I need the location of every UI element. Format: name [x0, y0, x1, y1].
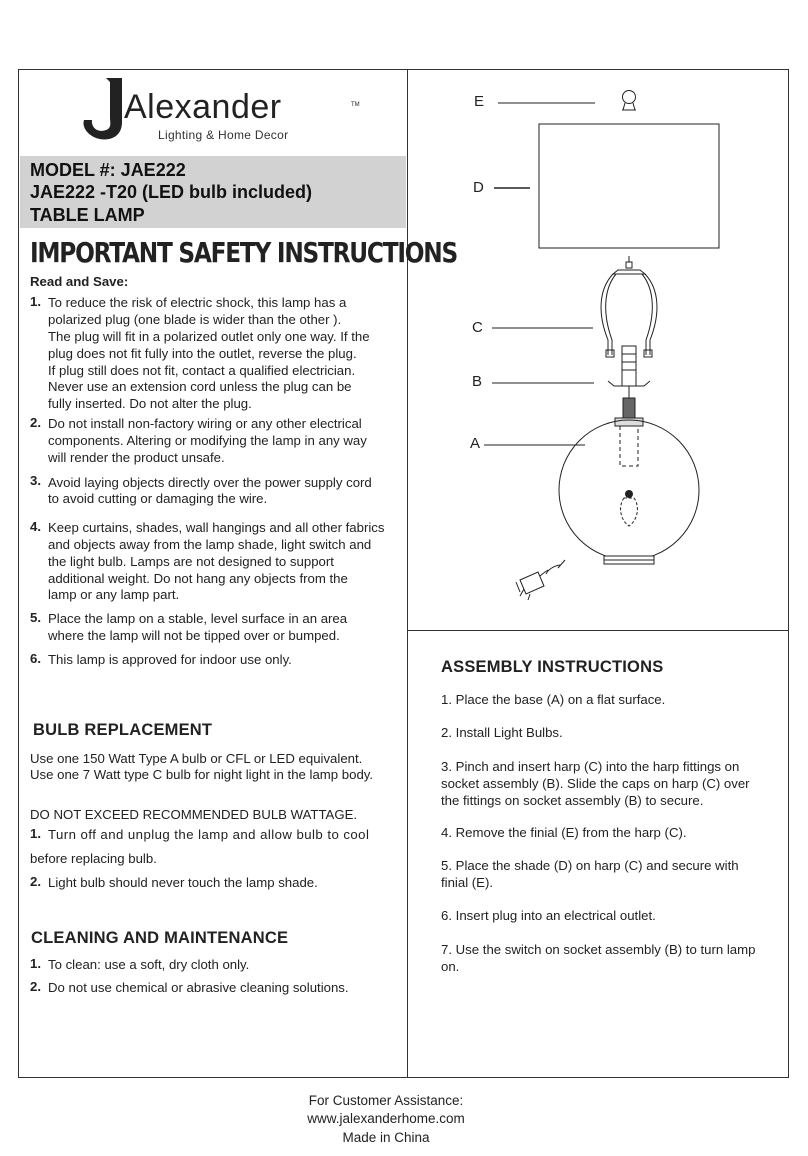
safety-item-line: and objects away from the lamp shade, light switch and — [48, 537, 372, 552]
bulb-step-number: 1. — [30, 826, 41, 841]
assembly-step: 6. Insert plug into an electrical outlet. — [441, 908, 656, 923]
cleaning-step: Do not use chemical or abrasive cleaning solutions. — [48, 980, 349, 995]
assembly-step: 4. Remove the finial (E) from the harp (C). — [441, 825, 687, 840]
assembly-step: 1. Place the base (A) on a flat surface. — [441, 692, 666, 707]
safety-item-line: Avoid laying objects directly over the power supply cord — [48, 475, 372, 490]
base-icon — [559, 420, 699, 564]
safety-item-line: will render the product unsafe. — [48, 450, 225, 465]
label-e: E — [474, 93, 485, 110]
safety-item-line: This lamp is approved for indoor use only. — [48, 652, 292, 667]
safety-item-line: fully inserted. Do not alter the plug. — [48, 396, 252, 411]
safety-item-line: lamp or any lamp part. — [48, 587, 180, 602]
safety-item-line: If plug still does not fit, contact a qualified electrician. — [48, 363, 356, 378]
footer-website[interactable]: www.jalexanderhome.com — [307, 1111, 465, 1126]
safety-item-line: components. Altering or modifying the lamp in any way — [48, 433, 367, 448]
assembly-title: ASSEMBLY INSTRUCTIONS — [441, 658, 664, 676]
footer-origin: Made in China — [342, 1130, 430, 1145]
safety-item-number: 6. — [30, 651, 41, 666]
safety-item-line: to avoid cutting or damaging the wire. — [48, 491, 268, 506]
label-a: A — [470, 435, 481, 452]
assembly-step: 3. Pinch and insert harp (C) into the harp fittings on — [441, 759, 740, 774]
bulb-line: Use one 7 Watt type C bulb for night light in the lamp body. — [30, 767, 374, 782]
safety-item-line: The plug will fit in a polarized outlet only one way. If the — [48, 329, 370, 344]
brand-logo — [78, 76, 378, 146]
logo-j-icon — [84, 78, 123, 139]
cleaning-step-number: 1. — [30, 956, 41, 971]
safety-subtitle: Read and Save: — [30, 274, 129, 289]
shade-icon — [539, 124, 719, 248]
model-variant: JAE222 -T20 (LED bulb included) — [30, 182, 313, 202]
assembly-step: the fittings on socket assembly (B) to secure. — [441, 793, 704, 808]
safety-item-line: Keep curtains, shades, wall hangings and all other fabrics — [48, 520, 385, 535]
safety-item-line: Do not install non-factory wiring or any other electrical — [48, 416, 362, 431]
bulb-step-number: 2. — [30, 874, 41, 889]
safety-item-line: the light bulb. Lamps are not designed to support — [48, 554, 334, 569]
lamp-diagram — [408, 70, 788, 630]
footer-assistance: For Customer Assistance: — [308, 1093, 464, 1108]
safety-item-line: plug does not fit fully into the outlet, reverse the plug. — [48, 346, 357, 361]
safety-title: IMPORTANT SAFETY INSTRUCTIONS — [30, 236, 457, 269]
label-b: B — [472, 373, 483, 390]
safety-item-number: 5. — [30, 610, 41, 625]
diagram-divider — [407, 630, 789, 631]
safety-item-number: 3. — [30, 473, 41, 488]
safety-item-line: Place the lamp on a stable, level surface in an area — [48, 611, 348, 626]
cleaning-title: CLEANING AND MAINTENANCE — [31, 929, 289, 947]
safety-item-line: additional weight. Do not hang any objects from the — [48, 571, 348, 586]
assembly-step: finial (E). — [441, 875, 494, 890]
brand-tagline: Lighting & Home Decor — [158, 128, 289, 142]
safety-item-line: where the lamp will not be tipped over or bumped. — [48, 628, 340, 643]
assembly-step: 7. Use the switch on socket assembly (B) to turn lamp — [441, 942, 756, 957]
logo-graphic — [78, 76, 378, 146]
cleaning-step-number: 2. — [30, 979, 41, 994]
bulb-step-line: before replacing bulb. — [30, 851, 157, 866]
model-number: MODEL #: JAE222 — [30, 160, 186, 180]
harp-icon — [601, 256, 657, 357]
safety-item-number: 4. — [30, 519, 41, 534]
finial-icon — [622, 91, 636, 111]
brand-tm: TM — [351, 102, 360, 108]
safety-item-line: polarized plug (one blade is wider than the other ). — [48, 312, 342, 327]
product-type: TABLE LAMP — [30, 205, 145, 225]
lamp-illustration — [408, 70, 788, 630]
cord-plug-icon — [516, 560, 565, 600]
bulb-step-line: Turn off and unplug the lamp and allow bulb to cool — [48, 827, 370, 842]
safety-item-number: 1. — [30, 294, 41, 309]
bulb-line: Use one 150 Watt Type A bulb or CFL or LED equivalent. — [30, 751, 363, 766]
safety-item-number: 2. — [30, 415, 41, 430]
assembly-step: on. — [441, 959, 460, 974]
neck-icon — [615, 398, 643, 466]
safety-item-line: Never use an extension cord unless the plug can be — [48, 379, 352, 394]
label-d: D — [473, 179, 484, 196]
cleaning-step: To clean: use a soft, dry cloth only. — [48, 957, 250, 972]
bulb-title: BULB REPLACEMENT — [33, 721, 213, 739]
label-c: C — [472, 319, 483, 336]
assembly-step: 5. Place the shade (D) on harp (C) and secure with — [441, 858, 739, 873]
brand-name: Alexander — [124, 88, 282, 126]
bulb-step-line: Light bulb should never touch the lamp shade. — [48, 875, 318, 890]
bulb-warning: DO NOT EXCEED RECOMMENDED BULB WATTAGE. — [30, 807, 358, 822]
assembly-step: 2. Install Light Bulbs. — [441, 725, 563, 740]
safety-item-line: To reduce the risk of electric shock, this lamp has a — [48, 295, 347, 310]
assembly-step: socket assembly (B). Slide the caps on harp (C) over — [441, 776, 750, 791]
